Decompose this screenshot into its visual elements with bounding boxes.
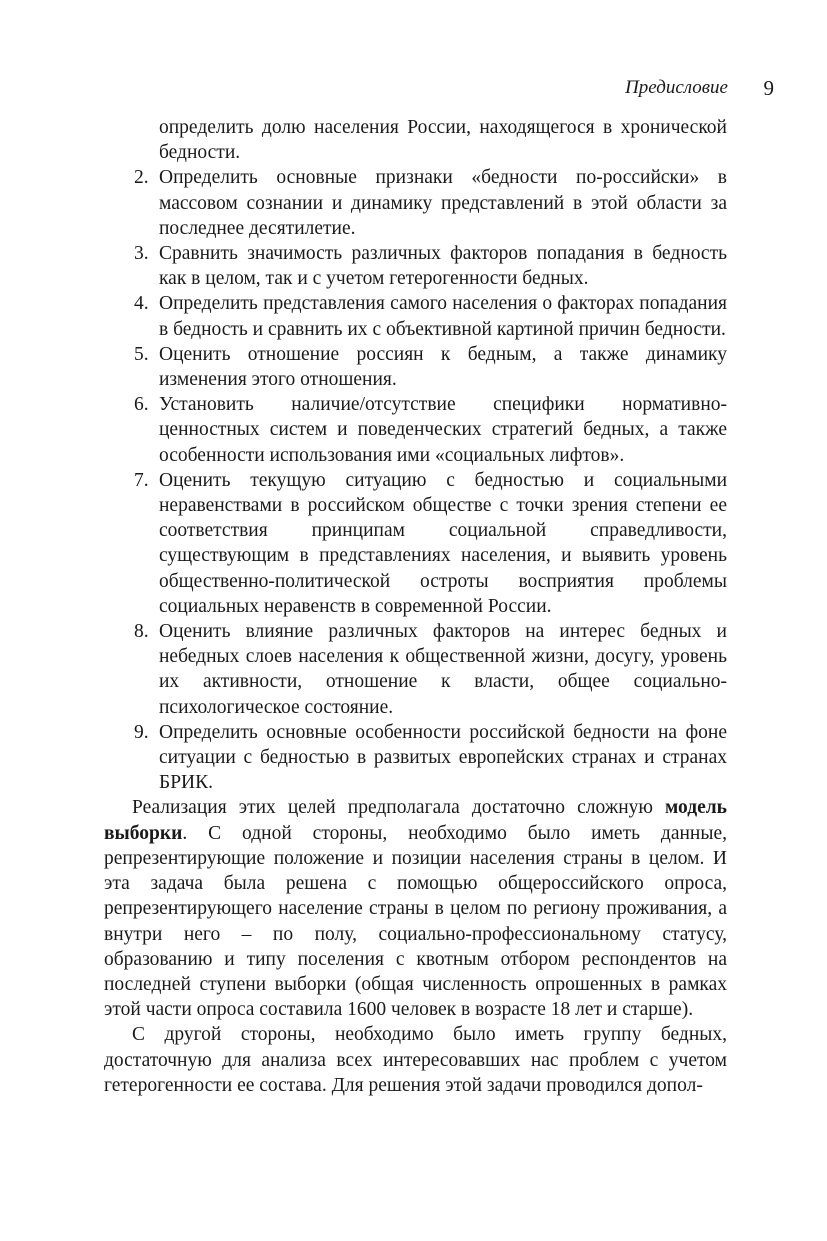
running-head-section-title: Предисловие: [625, 77, 728, 98]
goal-number: 9.: [134, 721, 149, 743]
goal-text: Определить основные особенности российской бедности на фоне ситуации с бедностью в развитых европейских странах и странах БРИК.: [159, 721, 727, 794]
running-head: [104, 74, 774, 102]
goal-item-8: [104, 619, 727, 720]
goal-number: 8.: [134, 621, 149, 643]
goal-text: Определить основные признаки «бедности по-российски» в массовом сознании и динамику представлений в этой области за последнее десятилетие.: [159, 167, 727, 239]
goal-text: Оценить текущую ситуацию с бедностью и социальными неравенствами в российском обществе с точки зрения степени ее соответствия принципам социальной справедливости, существующим в представлениях населения, и выявить уровень общественно-политической остроты восприятия проблемы социальных неравенств в современной России.: [159, 469, 727, 617]
goal-number: 2.: [134, 167, 149, 189]
goal-item-5: [104, 342, 727, 392]
goals-list: [104, 115, 727, 795]
paragraph-sample-model: [104, 795, 727, 1022]
paragraph-text: Реализация этих целей предполагала достаточно сложную: [132, 797, 665, 819]
goal-number: 6.: [134, 394, 149, 416]
paragraph-poor-group: [104, 1022, 727, 1098]
goal-text: Сравнить значимость различных факторов попадания в бедность как в целом, так и с учетом гетерогенности бедных.: [159, 243, 727, 290]
goal-text: Оценить отношение россиян к бедным, а также динамику изменения этого отношения.: [159, 343, 727, 391]
bold-term: модель выборки: [104, 797, 727, 844]
goal-text: Оценить влияние различных факторов на интерес бедных и небедных слоев населения к общественной жизни, досугу, уровень их активности, отношение к власти, общее социально-психологическое состояние.: [159, 621, 727, 718]
goal-number: 5.: [134, 343, 149, 365]
page-number: 9: [763, 76, 774, 100]
goal-item-2: [104, 165, 727, 241]
goal-item-6: [104, 392, 727, 468]
goal-item-9: [104, 720, 727, 796]
goal-text: Определить представления самого населения о факторах попадания в бедность и сравнить их с объективной картиной причин бедности.: [159, 293, 727, 340]
goal-text: определить долю населения России, находящегося в хронической бедности.: [159, 117, 727, 164]
goal-item-continued: [104, 115, 727, 165]
goal-item-7: [104, 468, 727, 619]
page-body: [104, 115, 727, 1098]
goal-number: 4.: [134, 293, 149, 315]
goal-item-4: [104, 291, 727, 341]
goal-number: 3.: [134, 243, 149, 265]
goal-item-3: [104, 241, 727, 291]
goal-number: 7.: [134, 469, 149, 491]
paragraph-text: . С одной стороны, необходимо было иметь данные, репрезентирующие положение и позиции населения страны в целом. И эта задача была решена с помощью общероссийского опроса, репрезентирующего население страны в целом по региону проживания, а внутри него – по полу, социально-профессиональному статусу, образованию и типу поселения с квотным отбором респондентов на последней ступени выборки (общая численность опрошенных в рамках этой части опроса составила 1600 человек в возрасте 18 лет и старше).: [104, 822, 727, 1021]
goal-text: Установить наличие/отсутствие специфики нормативно-ценностных систем и поведенческих стратегий бедных, а также особенности использования ими «социальных лифтов».: [159, 394, 727, 466]
paragraph-text: С другой стороны, необходимо было иметь группу бедных, достаточную для анализа всех интересовавших нас проблем с учетом гетерогенности ее состава. Для решения этой задачи проводился допол-: [104, 1024, 727, 1096]
